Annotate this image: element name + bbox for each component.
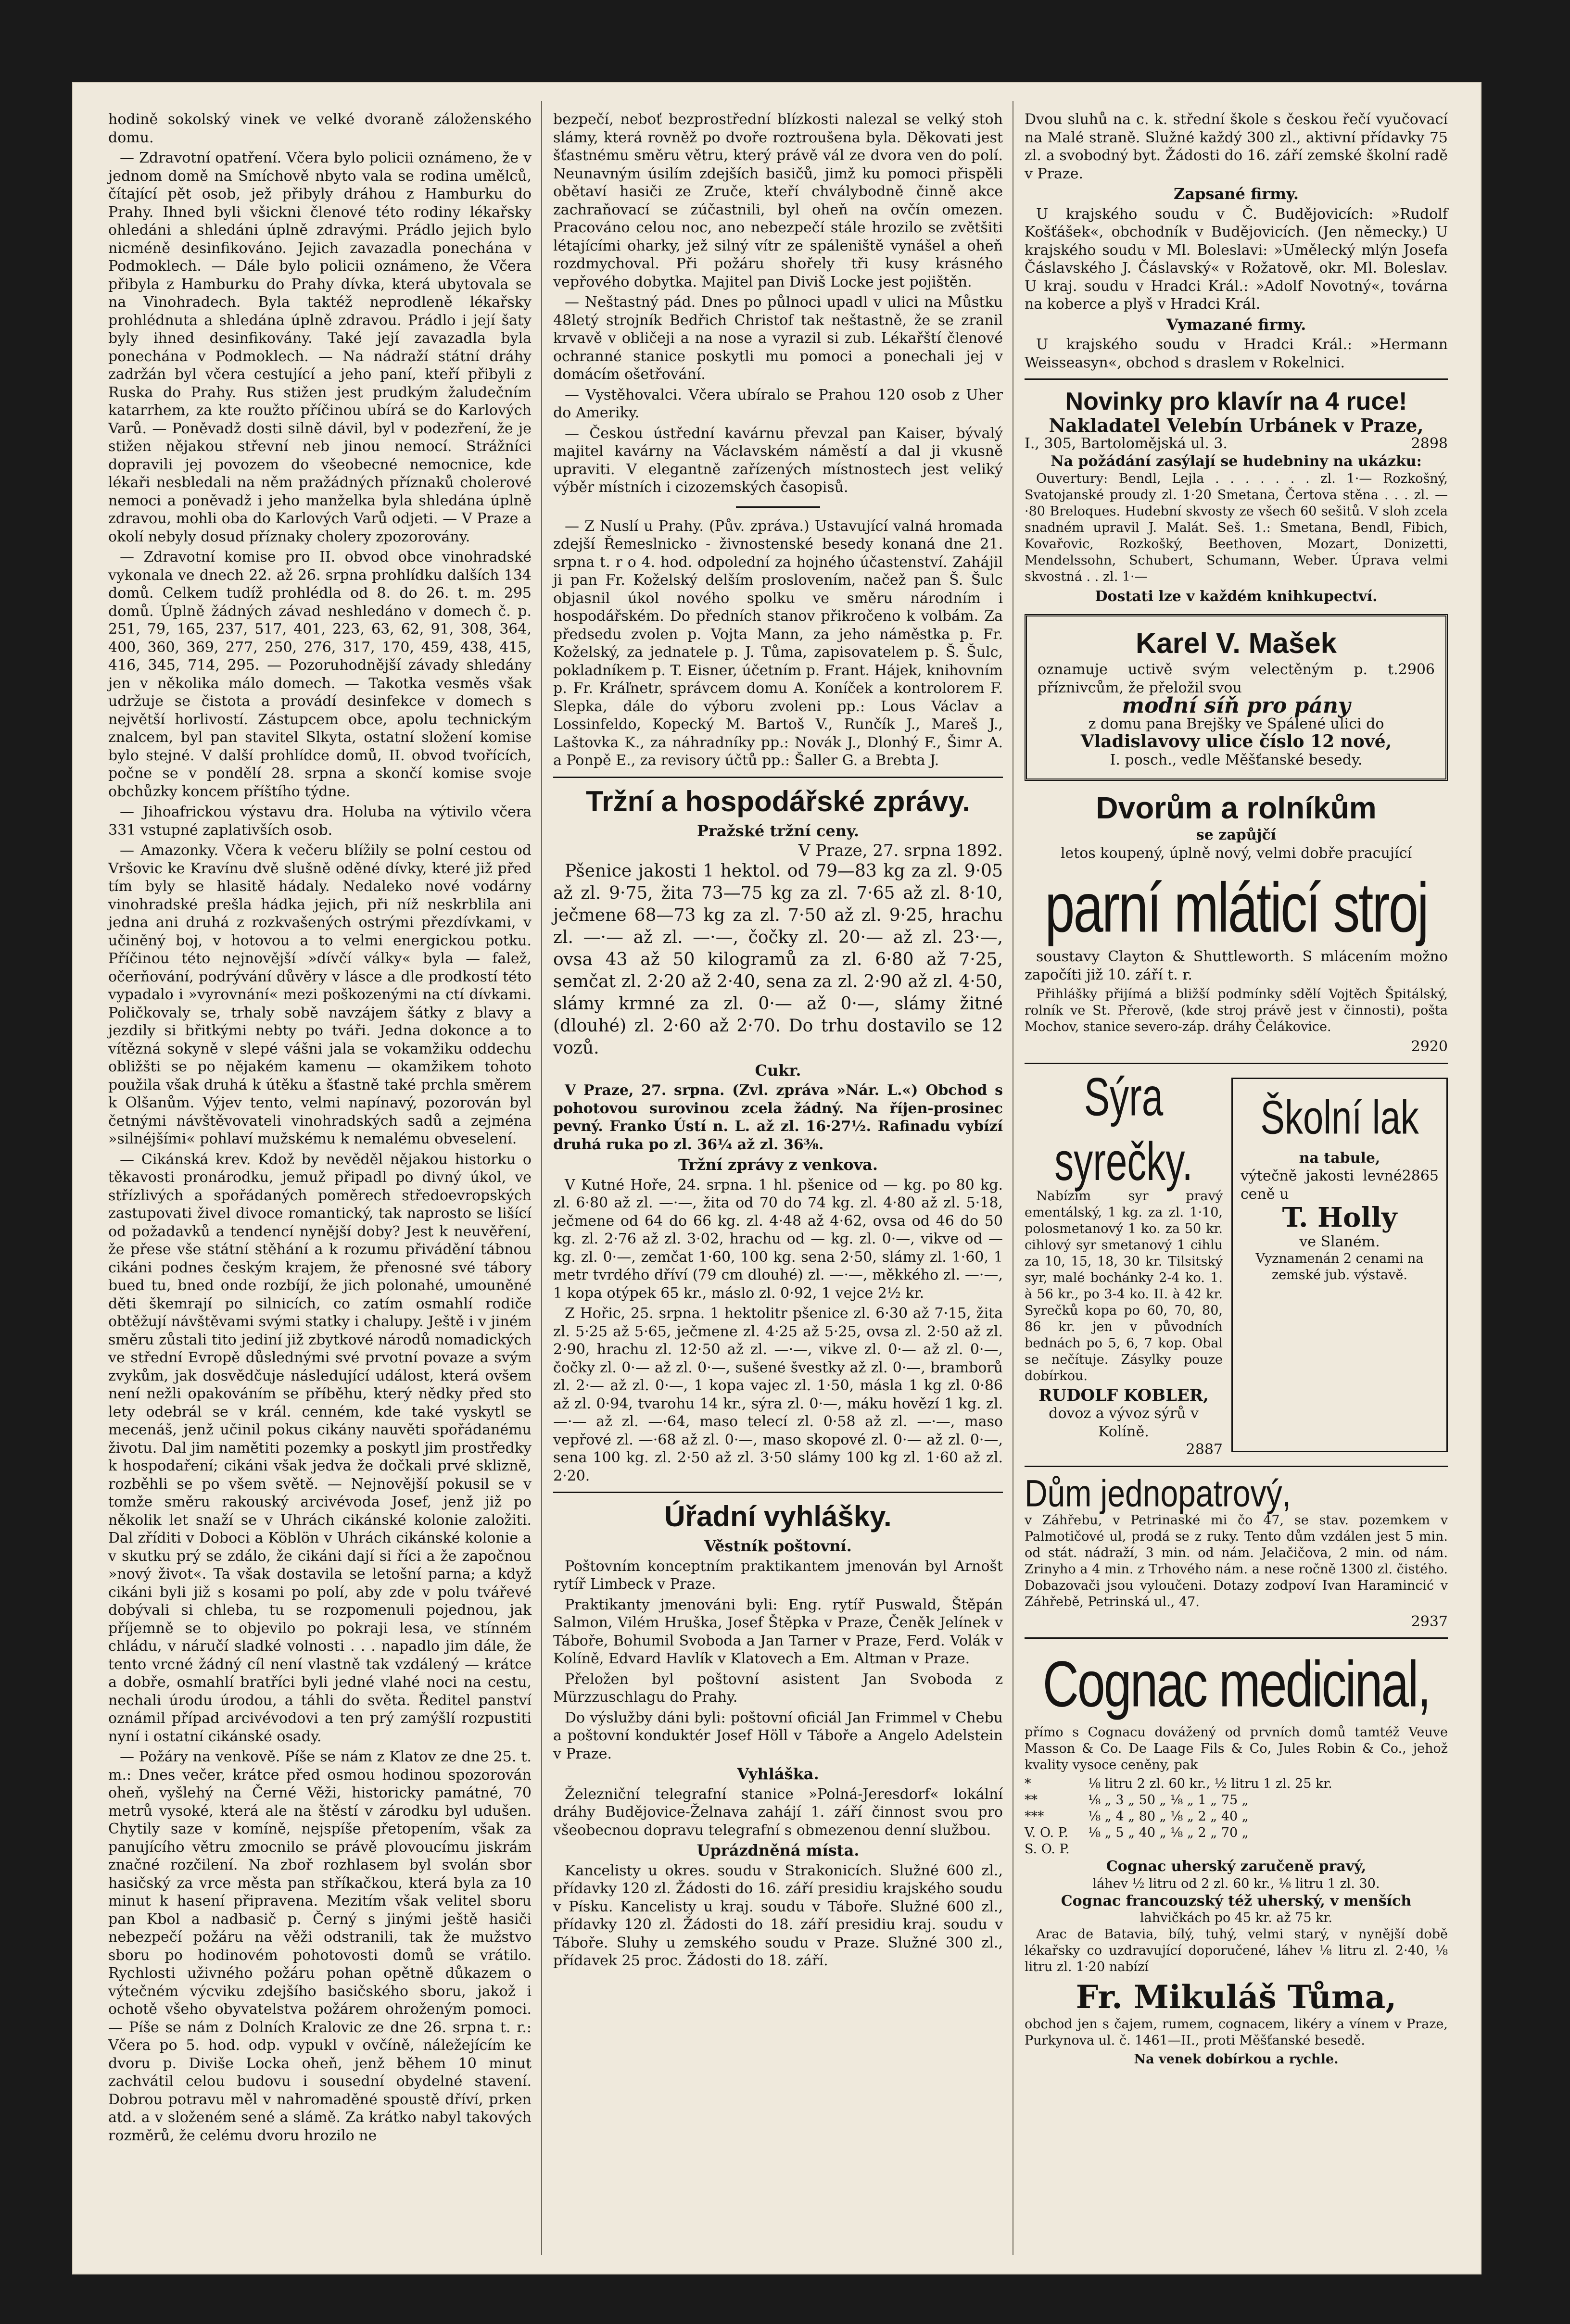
ad-threshing-text: soustavy Clayton & Shuttleworth. S mlácením možno započíti již 10. září t. r. bbox=[1025, 948, 1448, 983]
ad-number: 2887 bbox=[1186, 1441, 1223, 1458]
article-nusle: — Z Nuslí u Prahy. (Pův. zpráva.) Ustavující valná hromada zdejší Řemeslnicko - živnostenské besedy konaná dne 21. srpna t. r o 4. hod. odpolední za hojného účastenství. Zahájil ji pan Fr. Koželský delším proslovením, načež pan Š. Šulc objasnil úkol nového spolku ve směru národním i hospodářském. Do předních stanov přikročeno k volbám. Za předsedu zvolen p. Vojta Mann, za jeho náměstka p. Fr. Koželský, za jednatele p. J. Tůma, zapisovatelem p. Š. Šulc, pokladníkem p. T. Eisner, účetním p. Frant. Hájek, knihovním p. Fr. Kráľnetr, správcem domu A. Koníček a kontrolorem F. Slepka, dále do výboru zvoleni pp.: Lous Václav a Lossinfeldo, Kopecký M. Bartoš V., Runčík J., Mareš J., Laštovka K., za náhradníky pp.: Novák J., Dlonhý F., Šimr A. a Ponpě E., za revisory účtů pp.: Šaller G. a Brebta J. bbox=[553, 517, 1003, 769]
country-market-title: Tržní zprávy z venkova. bbox=[678, 1156, 878, 1174]
grade: S. O. P. bbox=[1025, 1842, 1070, 1857]
ad-cognac-french: Cognac francouzský též uherský, v menších bbox=[1061, 1892, 1412, 1909]
ad-house-title: Dům jednopatrový, bbox=[1025, 1471, 1291, 1514]
prague-prices-date: V Praze, 27. srpna 1892. bbox=[798, 841, 1003, 860]
ad-lacquer-sub: na tabule, bbox=[1299, 1149, 1380, 1167]
firms-title: Zapsané firmy. bbox=[1173, 185, 1299, 203]
column-3 bbox=[1025, 111, 1448, 2068]
ad-masek-street: Vladislavovy ulice číslo 12 nové, bbox=[1080, 731, 1392, 752]
ad-cognac-price-table bbox=[1025, 1776, 1448, 1858]
post-notice: Do výslužby dáni byli: poštovní oficiál Jan Frimmel v Chebu a poštovní konduktér Josef Höll v Táboře a Angelo Adelstein v Praze. bbox=[553, 1709, 1003, 1762]
divider bbox=[1025, 1637, 1448, 1639]
ad-lacquer-note: Vyznamenán 2 cenami na zemské jub. výstavě. bbox=[1255, 1251, 1424, 1282]
post-notice: Poštovním konceptním praktikantem jmenován byl Arnošt rytíř Limbeck v Praze. bbox=[553, 1558, 1003, 1593]
ad-threshing-machine: parní mláticí stroj bbox=[1045, 868, 1428, 947]
ad-cognac-grades bbox=[1025, 1776, 1082, 1858]
ad-cheese-title: Sýra syrečky. bbox=[1054, 1067, 1193, 1192]
grade: ** bbox=[1025, 1793, 1038, 1808]
ad-cognac-prices bbox=[1088, 1776, 1448, 1858]
ad-number: 2906 bbox=[1398, 661, 1435, 678]
ad-lacquer-city: ve Slaném. bbox=[1299, 1233, 1380, 1250]
ad-number: 2865 bbox=[1402, 1168, 1439, 1184]
ad-number: 2920 bbox=[1411, 1038, 1448, 1055]
ad-masek-text: oznamuje uctivě svým velectěným p. t. příznivcům, že přeložil svou bbox=[1038, 661, 1398, 696]
official-notices-title: Úřadní vyhlášky. bbox=[664, 1500, 892, 1533]
ad-number: 2937 bbox=[1411, 1613, 1448, 1630]
vacancies-title: Uprázdněná místa. bbox=[696, 1841, 860, 1859]
post-title: Věstník poštovní. bbox=[704, 1537, 852, 1555]
ad-lacquer-name: T. Holly bbox=[1282, 1202, 1397, 1233]
ad-cognac bbox=[1025, 1648, 1448, 2068]
ad-cognac-title: Cognac medicinal, bbox=[1042, 1648, 1430, 1721]
divider bbox=[1025, 1063, 1448, 1064]
ad-tuma-address: obchod jen s čajem, rumem, cognacem, likéry a vínem v Praze, Purkynova ul. č. 1461—II., proti Měšťanské besedě. bbox=[1025, 2017, 1448, 2048]
ad-threshing bbox=[1025, 790, 1448, 1056]
ad-tuma-note: Na venek dobírkou a rychle. bbox=[1134, 2052, 1339, 2067]
announcement: Železniční telegrafní stanice »Polná-Jeresdorf« lokální dráhy Budějovice-Želnava zahájí 1. září činnost svou pro všeobecnou dopravu telegrafní s obmezenou denní službou. bbox=[553, 1785, 1003, 1839]
article-emigrants: — Vystěhovalci. Včera ubíralo se Prahou 120 osob z Uher do Ameriky. bbox=[553, 386, 1003, 421]
firms: U krajského soudu v Č. Budějovicích: »Rudolf Košťášek«, obchodník v Budějovicích. (Jen německy.) U krajského soudu v Ml. Boleslavi: »Umělecký mlýn Josefa Čáslavského J. Čáslavský« v Rožatově, okr. Ml. Boleslav. U kraj. soudu v Hradci Král.: »Adolf Novotný«, továrna na koberce a plyš v Hradci Král. bbox=[1025, 205, 1448, 313]
ad-piano-title: Novinky pro klavír na 4 ruce! bbox=[1065, 388, 1407, 415]
column-1 bbox=[108, 111, 532, 2147]
ad-lacquer-title: Školní lak bbox=[1260, 1091, 1419, 1144]
ad-piano-publisher: Nakladatel Velebín Urbánek v Praze, bbox=[1049, 415, 1424, 436]
article-accident: — Neštastný pád. Dnes po půlnoci upadl v ulici na Můstku 48letý strojník Bedřich Christof tak neštastně, že se zranil krvavě v obličeji a na nose a vyrazil si zub. Lékařští členové ochranné stanice poskytli mu pomoci a ponechali jej v domácím ošetřování. bbox=[553, 294, 1003, 383]
ad-threshing-sub: se zapůjčí bbox=[1196, 827, 1277, 843]
article-fires: — Požáry na venkově. Píše se nám z Klatov ze dne 25. t. m.: Dnes večer, krátce před osmou hodinou spozorován oheň, vyšlehý na Černé Věži, historicky památné, 70 metrů vysoké, která ale na štěstí v zárodku byl udušen. Chytily saze v komíně, nejspíše přetopením, však za panujícího větru zmocnilo se právě plovoucímu jiskrám značné rozčilení. Na zboř rozhlasem byl svolán sbor hasičský za vrce města pan stříkačkou, která byla za 10 minut k hasení připravena. Mezitím však velitel sboru pan Kbol a nadbasič p. Černý s jinými ještě hasiči nebezpečí požáru na věži odstranili, tak že mužstvo sboru po hodinovém pohotovosti domů se vrátilo. Rychlosti uživného požáru pohan opětně důkazem o výtečném výcviku zdejšího basičského sboru, jakož i ochotě všeho obyvatelstva požárem ohroženým pomoci. — Píše se nám z Dolních Kralovic ze dne 26. srpna t. r.: Včera po 5. hod. odp. vypukl v ovčíně, náležejícím ke dvoru p. Diviše Locka oheň, jenž během 10 minut zachvátil celou budovu i sousední obydelné stavení. Dobrou potravu měl v nahromaděné spoustě dříví, prken atd. a v složeném sené a slámě. Za krátko nabyl takových rozměrů, že celému dvoru hrozilo ne bbox=[108, 1748, 532, 2144]
ad-arac: Arac de Batavia, bílý, tuhý, velmi starý, v nynější době lékařsky co uzdravující doporučené, láhev ⅛ litru zl. 2·40, ⅛ litru zl. 1·20 nabízí bbox=[1025, 1927, 1448, 1974]
price-row: ⅛ litru 2 zl. 60 kr., ½ litru 1 zl. 25 kr. bbox=[1088, 1776, 1332, 1791]
ad-masek-text: I. posch., vedle Měšťanské besedy. bbox=[1110, 751, 1363, 768]
ad-cognac-text: přímo s Cognacu dovážený od prvních domů tamtéž Veuve Masson & Co. De Laage Fils & Co, Jules Robin & Co., jehož kvality vysoce ceněny, pak bbox=[1025, 1725, 1448, 1772]
price-row: ⅛ „ 5 „ 40 „ ⅛ „ 2 „ 70 „ bbox=[1088, 1825, 1249, 1840]
ad-masek-text: z domu pana Brejšky ve Spálené ulici do bbox=[1088, 715, 1384, 732]
ad-house bbox=[1025, 1471, 1448, 1631]
article-health-measures: — Zdravotní opatření. Včera bylo policii oznámeno, že v jednom domě na Smíchově nbyto vala se rodina umělců, čítající pět osob, jež přibyly dráhou z Hamburku do Prahy. Ihned byli všickni členové této rodiny lékařsky ohledáni a shledáni úplně zdravými. Prádlo jejich bylo nicméně desinfikováno. Jejich zavazadla ponechána v Podmoklech. — Dále bylo policii oznámeno, že Včera přibyla z Hamburku do Prahy dívka, která ubytovala se na Vinohradech. Byla taktéž neprodleně lékařsky prohlédnuta a shledána úplně zdravou. Prádlo i její šaty byly ihned desinfikovány. Také její zavazadla byla ponechána v Podmoklech. — Na nádraží státní dráhy zadržán byl včera cestující a jeho paní, kteří přibyli z Ruska do Prahy. Rus stižen jest prudkým žaludečním katarrhem, za kte roužto příčinou ubírá se do Karlových Varů. — Poněvadž dosti silně dávil, byl v podezření, že je stižen nějakou střevní neb jinou nemocí. Strážníci dopravili jej povozem do všeobecné nemocnice, kde lékaři nesbledali na něm pražádných příznaků cholerové nemoci a poněvadž i jeho manželka byla shledána úplně zdravou, mohli oba do Karlových Varů odjeti. — V Praze a okolí nebyly dosud příznaky cholery zpozorovány. bbox=[108, 150, 532, 545]
vacancies: Kancelisty u okres. soudu v Strakonicích. Služné 600 zl., přídavky 120 zl. Žádosti do 16. září presidiu krajského soudu v Písku. Kancelisty u kraj. soudu v Táboře. Služné 600 zl., přídavky 120 zl. Žádosti do 18. září presidiu kraj. soudu v Táboře. Sluhy u zemského soudu v Praze. Služné 300 zl., přídavek 25 proc. Žádosti do 18. září. bbox=[553, 1862, 1003, 1969]
ad-piano-body: Ouvertury: Bendl, Lejla . . . . . . . zl. 1·— Rozkošný, Svatojanské proudy zl. 1·20 Smetana, Čertova stěna . . . zl. —·80 Breloques. Hudební skvosty ze všech 60 sešitů. V sloh zcela snadném upravil J. Malát. Seš. 1.: Smetana, Bendl, Fibich, Kovařovic, Rozkošký, Beethoven, Mozart, Donizetti, Mendelssohn, Schubert, Schumann, Weber. Úprava velmi skvostná . . zl. 1·— bbox=[1025, 471, 1448, 584]
ad-cognac-french-price: lahvičkách po 45 kr. až 75 kr. bbox=[1140, 1910, 1332, 1925]
ad-piano-request: Na požádání zasýlají se hudebniny na ukázku: bbox=[1051, 453, 1422, 470]
newspaper-page bbox=[72, 82, 1481, 2274]
ad-cognac-hungarian: Cognac uherský zaručeně pravý, bbox=[1106, 1858, 1367, 1875]
grade: * bbox=[1025, 1776, 1031, 1791]
kutna-hora-prices: V Kutné Hoře, 24. srpna. 1 hl. pšenice od — kg. po 80 kg. zl. 6·80 až zl. —·—, žita od 70 do 74 kg. zl. 4·80 až zl. 5·18, ječmene od 64 do 66 kg. zl. 4·48 až 4·62, ovsa od 46 do 50 kg. zl. 2·76 až zl. 3·02, hrachu od — kg. zl. 0·—, vikve od — kg. zl. 0·—, zemčat 1·60, 100 kg. sena 2·50, slámy zl. 1·60, 1 metr tvrdého dříví (79 cm dlouhé) zl. —·—, měkkého zl. —·—, 1 kopa otýpek 65 kr., máslo zl. 0·92, 1 vejce 2½ kr. bbox=[553, 1176, 1003, 1302]
price-row: ⅛ „ 3 „ 50 „ ⅛ „ 1 „ 75 „ bbox=[1088, 1793, 1249, 1808]
post-notice: Přeložen byl poštovní asistent Jan Svoboda z Mürzzuschlagu do Prahy. bbox=[553, 1671, 1003, 1706]
market-section-title: Tržní a hospodářské zprávy. bbox=[585, 785, 971, 817]
ad-tuma-name: Fr. Mikuláš Tůma, bbox=[1076, 1978, 1397, 2016]
sugar-report: V Praze, 27. srpna. (Zvl. zpráva »Nár. L.«) Obchod s pohotovou surovinou zcela žádný. Na říjen-prosinec pevný. Franko Ústí n. L. až zl. 16·27½. Rafinadu vybízí druhá ruka po zl. 36¼ až zl. 36⅜. bbox=[553, 1082, 1003, 1153]
ad-number: 2898 bbox=[1411, 435, 1448, 452]
price-row: ⅛ „ 4 „ 80 „ ⅛ „ 2 „ 40 „ bbox=[1088, 1809, 1249, 1824]
ad-lacquer-text: výtečně jakosti levné ceně u bbox=[1241, 1168, 1402, 1203]
deleted-firms-title: Vymazané firmy. bbox=[1166, 315, 1306, 334]
grade: *** bbox=[1025, 1809, 1044, 1824]
divider bbox=[553, 777, 1003, 778]
column-divider bbox=[541, 101, 542, 2255]
grade: V. O. P. bbox=[1025, 1825, 1068, 1840]
article-health-commission: — Zdravotní komise pro II. obvod obce vinohradské vykonala ve dnech 22. až 26. srpna prohlídku dalších 134 domů. Celkem tudíž prohlédla od 8. do 26. t. m. 295 domů. Úplně žádných závad neshledáno v domech č. p. 251, 79, 165, 237, 517, 401, 223, 63, 62, 91, 308, 364, 400, 360, 369, 277, 250, 276, 317, 170, 459, 438, 415, 416, 345, 714, 295. — Pozoruhodnější závady shledány jen v několika málo domech. — Takotka vesměs však udržuje se čistota a provádí desinfekce v domech s největší horlivostí. Zástupcem obce, apolu technickým znalcem, byl pan stavitel Slkyta, ostatní složení komise bylo stejné. V další prohlídce domů, II. obvod tvořících, počne se v pondělí 28. srpna a skončí komise svoje obchůzky koncem příštího týdne. bbox=[108, 549, 532, 800]
article-gypsy-blood: — Cikánská krev. Kdož by nevěděl nějakou historku o těkavosti pronárodku, jemuž připadl po divný úkol, ve střízlivých a spořádaných poměrech středoevropských zastupovati živel divoce romantický, tak naprosto se lišící od požadavků a tendencí nynější doby? Jest k neuvěření, že přese vše státní stěhání a k rozumu přivádění tábnou cikáni podnes českým krajem, že přenosné své tábory bued tu, bned onde rozbíjí, že jich polonahé, umouněné děti škemrají po silnicích, co zatím osmahlí rodiče obtěžují návštěvami svými statky i chalupy. Ještě i v jiném směru zůstali tito jediní již zbytkové národů nomadických ve střední Evropě důslednými své prvotní povaze a svým zvykům, jak dosvědčuje následující událost, která ovšem není nežli opakováním se příběhu, který nědky před sto lety odebrál se v král. cenném, kde také vyskytl se mecenáš, jenž učinil pokus cikány nauvěti spořádanému životu. Dal jim namětiti pozemky a poskytl jim prostředky k hospodaření; cikáni však jedva že dočkali prvé sklizně, rozběhli se po všem světě. — Nejnovější pokusil se v tomže směru rakouský arcivévoda Josef, jenž již po několik let snaží se v Uhrách cikánské kolonie založiti. Dal zříditi v Doboci a Köblön v Uhrách cikánské kolonie a v skutku prý se zdálo, že cikáni dají si říci a že započnou »nový život«. Ta však dostavila se letošní parna; a když cikáni byli již s kosami po polí, aby zde v polu tvářevé dobývali si chleba, tu se rozpomenuli pojednou, jak příjemně se to objevilo po pokraji lesa, ve stínném chládu, v náručí sladké volnosti . . . napadlo jim dále, že tento vrcné žádný cíl není vlastně tak vzdálený — krátce a dobře, osmahlí bratříci byli jedné vlahé noci na cestu, nechali úrodu úrodou, a táhli do světa. Ředitel panství oznámil případ arcivévodovi a ten prý zamýšlí rozpustiti nyní i ostatní cikánské osady. bbox=[108, 1151, 532, 1745]
ad-threshing-contact: Přihlášky přijímá a bližší podmínky sdělí Vojtěch Špitálský, rolník ve St. Přerově, (kde stroj právě jest v činnosti), pošta Mochov, stanice severo-záp. dráhy Čelákovice. bbox=[1025, 987, 1448, 1034]
divider bbox=[553, 1492, 1003, 1493]
column-2 bbox=[553, 111, 1003, 1972]
prague-prices: Pšenice jakosti 1 hektol. od 79—83 kg za zl. 9·05 až zl. 9·75, žita 73—75 kg za zl. 7·65 až zl. 8·10, ječmene 68—73 kg za zl. 7·50 až zl. 9·25, hrachu zl. —·— až zl. —·—, čočky zl. 20·— až zl. 23·—, ovsa 43 až 50 kilogramů za zl. 6·80 až 7·25, semčat zl. 2·20 až 2·40, sena za zl. 2·90 až zl. 4·50, slámy krmné za zl. 0·— až 0·—, slámy žitné (dlouhé) zl. 2·60 až 2·70. Do trhu dostavilo se 12 vozů. bbox=[553, 861, 1003, 1058]
ad-cheese-body: Nabízím syr pravý ementálský, 1 kg. za zl. 1·10, polosmetanový 1 ko. za 50 kr. cihlový syr smetanový 1 cihlu za 10, 15, 18, 30 kr. Tilsitský syr, malé bochánky 2-4 ko. 1. à 56 kr., po 3-4 ko. II. à 42 kr. Syrečků kopa po 60, 70, 80, 86 kr. jen v původních bednách po 5, 6, 7 kop. Obal se nečítuje. Zásylky pouze dobírkou. bbox=[1025, 1188, 1223, 1383]
ad-cheese-address: dovoz a vývoz sýrů v Kolíně. bbox=[1049, 1405, 1199, 1440]
ad-threshing-text: letos koupený, úplně nový, velmi dobře pracující bbox=[1060, 844, 1412, 862]
ad-threshing-title: Dvorům a rolníkům bbox=[1096, 791, 1377, 825]
announcement-title: Vyhláška. bbox=[737, 1765, 819, 1783]
divider bbox=[1025, 378, 1448, 380]
divider bbox=[1025, 1466, 1448, 1467]
post-notice: Praktikanty jmenováni byli: Eng. rytíř Puswald, Štěpán Salmon, Vilém Hruška, Josef Štěpka v Praze, Čeněk Jelínek v Táboře, Bohumil Svoboda a Jan Tarner v Praze, Ferd. Volák v Kolíně, Edvard Havlík v Klatovech a Em. Altman v Praze. bbox=[553, 1596, 1003, 1667]
ad-piano-address: I., 305, Bartolomějská ul. 3. bbox=[1025, 435, 1228, 452]
deleted-firms: U krajského soudu v Hradci Král.: »Hermann Weisseasyn«, obchod s draslem v Rokelnici. bbox=[1025, 336, 1448, 371]
sugar-title: Cukr. bbox=[755, 1061, 801, 1080]
ad-lacquer bbox=[1231, 1078, 1448, 1452]
divider bbox=[736, 506, 820, 508]
article-holub-exhibit: — Jihoafrickou výstavu dra. Holuba na výtivilo včera 331 vstupné zaplativších osob. bbox=[108, 804, 532, 839]
article-fire-cont: bezpečí, neboť bezprostřední blízkosti nalezal se velký stoh slámy, která rovněž po dvoře roztroušena byla. Děkovati jest šťastnému směru větru, který právě vál ze dvora ven do polí. Neunavným úsilím zdejších basičů, jimž ku pomoci přispěli obětaví hasiči ze Zruče, kteří chválybodně činně akce zachraňovací se zúčastnili, byl oheň na ovčín omezen. Pracováno celou noc, ano nebezpečí stále hrozilo se zvětšiti létajícími oharky, jež silný vítr ze spáleniště vynášel a oheň rozdmychoval. Při požáru shořely tři kusy krásného vepřového dobytka. Majitel pan Diviš Locke jest pojištěn. bbox=[553, 111, 1003, 290]
article-text: hodině sokolský vinek ve velké dvoraně záloženského domu. bbox=[108, 111, 532, 146]
ad-row bbox=[1025, 1067, 1448, 1459]
ad-house-body: v Záhřebu, v Petrinaské mi čo 47, se stav. pozemkem v Palmotičové ul, prodá se z ruky. Tento dům vzdálen jest 5 min. od stát. nádraží, 3 min. od nám. Jelačičova, 2 min. od nám. Zrinyho a 4 min. z Trhového nám. a nese ročně 1300 zl. čistého. Dobazovači jsou vyloučeni. Dotazy zodpoví Ivan Haramincić v Záhřebě, Petrinská ul., 47. bbox=[1025, 1512, 1448, 1609]
vacancy-cont: Dvou sluhů na c. k. střední škole s českou řečí vyučovací na Malé straně. Služné každý 300 zl., aktivní přídavky 75 zl. a svobodný byt. Žádosti do 16. září zemské školní radě v Praze. bbox=[1025, 111, 1448, 182]
ad-cheese bbox=[1025, 1067, 1223, 1459]
ad-masek bbox=[1025, 614, 1448, 781]
ad-masek-name: Karel V. Mašek bbox=[1135, 627, 1337, 659]
article-cafe: — Českou ústřední kavárnu převzal pan Kaiser, bývalý majitel kavárny na Václavském náměstí a dal ji vkusně upraviti. V elegantně zařízených místnostech jest veliký výběr místních i cizozemských časopisů. bbox=[553, 425, 1003, 496]
ad-piano-buy: Dostati lze v každém knihkupectví. bbox=[1095, 588, 1378, 605]
article-amazons: — Amazonky. Včera k večeru blížily se polní cestou od Vršovic ke Kravínu dvě slušně oděné dívky, které již před tím byly se hlasitě hádaly. Nedaleko nové vodárny vinohradské prešla hádka jejich, při níž neskrblila ani jedna ani druhá z rozkvašených ostrými přezdívkami, v učiněný boj, v hotovou a to velmi energickou potku. Příčinou této nejnovější »dívčí války« byla — falež, očerňování, podrývání důvěry v lásce a dle prodkostí této vypadalo i »vyrovnání« mezi poškozenými na ctí dívkami. Poličkovaly se, trhaly sobě navzájem šátky z blavy a jezdily si břitkými nebty po tváři. Jedna dokonce a to vítězná sokyně v slepé vášni jala se vokamžiku oddechu obližšti se po nějakém kamenu — okamžikem tohoto použila však druhá k útěku a šťastně také prchla směrem k Olšanům. Výjev tento, velmi napínavý, pozorován byl četnými návštěvovateli vinohradských sadů a zejména »silnéjšími« pohlaví mužskému k nemalému obveselení. bbox=[108, 842, 532, 1147]
ad-cheese-name: RUDOLF KOBLER, bbox=[1038, 1385, 1209, 1405]
ad-masek-shop: modní síň pro pány bbox=[1122, 693, 1351, 718]
ad-piano bbox=[1025, 387, 1448, 605]
prague-prices-title: Pražské tržní ceny. bbox=[696, 821, 860, 840]
ad-cognac-hungarian-price: láhev ½ litru od 2 zl. 60 kr., ⅛ litru 1 zl. 30. bbox=[1092, 1876, 1380, 1891]
horice-prices: Z Hořic, 25. srpna. 1 hektolitr pšenice zl. 6·30 až 7·15, žita zl. 5·25 až 5·65, ječmene zl. 4·25 až 5·25, ovsa zl. 2·50 až zl. 2·90, hrachu zl. 12·50 až zl. —·—, vikve zl. 0·— až zl. 0·—, čočky zl. 0·— až zl. 0·—, sušené švestky až zl. 0·—, bramborů zl. 2·— až zl. 0·—, 1 kopa vajec zl. 1·50, másla 1 kg zl. 0·86 až zl. 0·94, tvarohu 14 kr., sýra zl. 0·—, máku hovězí 1 kg. zl. —·— až zl. —·64, maso telecí zl. 0·58 až zl. —·—, maso vepřové zl. —·68 až zl. 0·—, maso skopové zl. 0·— až zl. 0·—, sena 100 kg. zl. 2·50 až zl. 3·50 slámy 100 kg zl. 1·60 až zl. 2·20. bbox=[553, 1305, 1003, 1484]
